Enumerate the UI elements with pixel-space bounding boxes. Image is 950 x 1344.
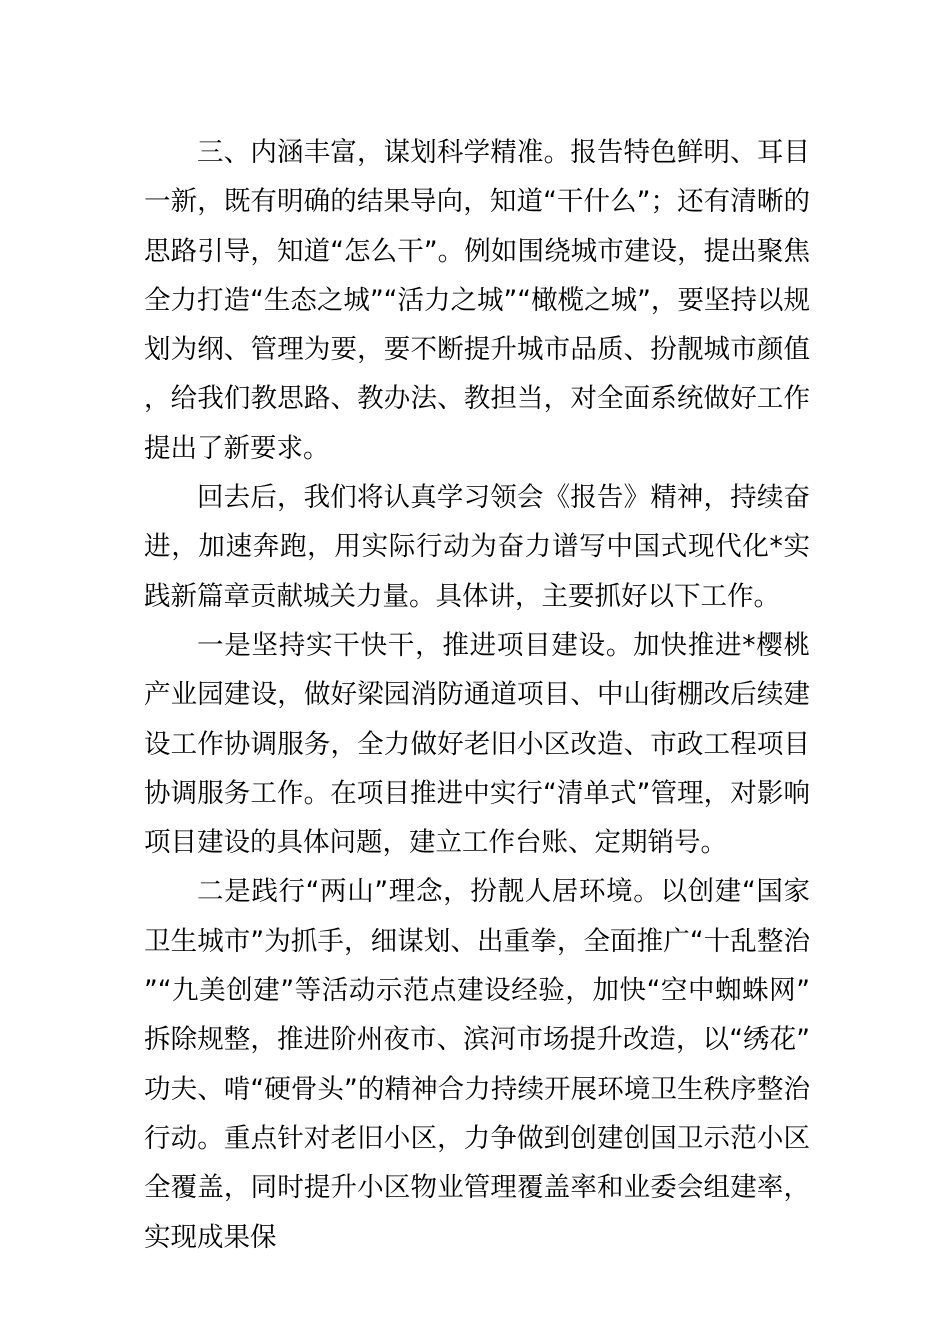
paragraph-living-environment: 二是践行“两山”理念，扮靓人居环境。以创建“国家卫生城市”为抓手，细谋划、出重拳，全面推广“十乱整治”“九美创建”等活动示范点建设经验，加快“空中蜘蛛网”拆除规整，推进阶州夜市、滨河市场提升改造，以“绣花”功夫、啃“硬骨头”的精神合力持续开展环境卫生秩序整治行动。重点针对老旧小区，力争做到创建创国卫示范小区全覆盖，同时提升小区物业管理覆盖率和业委会组建率，实现成果保 xyxy=(144,876,810,1253)
paragraph-after-return: 回去后，我们将认真学习领会《报告》精神，持续奋进，加速奔跑，用实际行动为奋力谱写中国式现代化*实践新篇章贡献城关力量。具体讲，主要抓好以下工作。 xyxy=(144,482,810,612)
paragraph-connotation: 三、内涵丰富，谋划科学精准。报告特色鲜明、耳目一新，既有明确的结果导向，知道“干什么”；还有清晰的思路引导，知道“怎么干”。例如围绕城市建设，提出聚焦全力打造“生态之城”“活力之城”“橄榄之城”，要坚持以规划为纲、管理为要，要不断提升城市品质、扮靓城市颜值，给我们教思路、教办法、教担当，对全面系统做好工作提出了新要求。 xyxy=(144,137,810,464)
document-page xyxy=(144,128,810,1262)
paragraph-project-construction: 一是坚持实干快干，推进项目建设。加快推进*樱桃产业园建设，做好梁园消防通道项目、中山街棚改后续建设工作协调服务，全力做好老旧小区改造、市政工程项目协调服务工作。在项目推进中实行“清单式”管理，对影响项目建设的具体问题，建立工作台账、定期销号。 xyxy=(144,629,810,859)
